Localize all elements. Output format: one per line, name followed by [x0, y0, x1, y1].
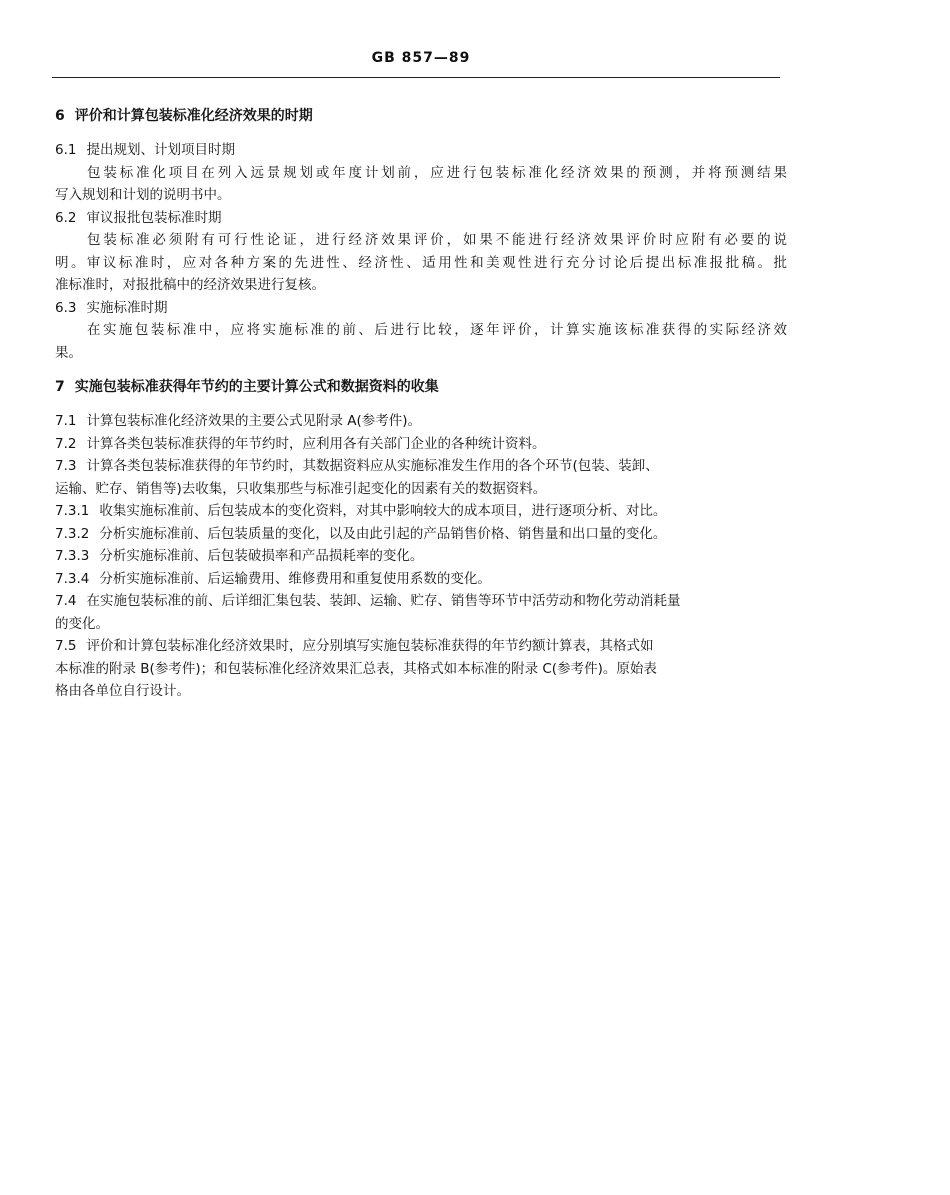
section-7-heading	[55, 376, 787, 398]
clause-7-3-3	[55, 545, 787, 568]
clause-7-3-1	[55, 500, 787, 523]
clause-number: 7.3.1	[55, 503, 90, 519]
clause-text: 分析实施标准前、后运输费用、维修费用和重复使用系数的变化。	[99, 570, 491, 587]
clause-7-3	[55, 455, 787, 478]
clause-text: 计算各类包装标准获得的年节约时，其数据资料应从实施标准发生作用的各个环节(包装、装卸、	[86, 458, 659, 474]
clause-6-2-heading	[55, 207, 787, 230]
clause-7-2	[55, 433, 787, 456]
paragraph-line: 果。	[55, 344, 82, 361]
clause-number: 6.1	[55, 142, 77, 158]
clause-text: 分析实施标准前、后包装质量的变化，以及由此引起的产品销售价格、销售量和出口量的变化。	[99, 525, 667, 542]
clause-6-3-heading	[55, 297, 787, 320]
clause-7-4	[55, 590, 787, 613]
clause-number: 7.5	[55, 638, 77, 654]
clause-number: 7.4	[55, 593, 77, 609]
clause-number: 7.1	[55, 413, 77, 429]
clause-text: 计算各类包装标准获得的年节约时，应利用各有关部门企业的各种统计资料。	[86, 435, 546, 452]
paragraph-line: 运输、贮存、销售等)去收集，只收集那些与标准引起变化的因素有关的数据资料。	[55, 480, 547, 497]
clause-number: 6.3	[55, 299, 77, 316]
paragraph-line: 写入规划和计划的说明书中。	[55, 187, 231, 203]
clause-text: 收集实施标准前、后包装成本的变化资料，对其中影响较大的成本项目，进行逐项分析、对比。	[99, 503, 667, 519]
clause-number: 7.2	[55, 435, 77, 452]
clause-text: 分析实施标准前、后包装破损率和产品损耗率的变化。	[99, 548, 424, 564]
clause-7-3-2	[55, 523, 787, 546]
document-body	[55, 105, 787, 703]
section-number: 7	[55, 379, 65, 395]
paragraph-line: 明。审议标准时，应对各种方案的先进性、经济性、适用性和美观性进行充分讨论后提出标准报批稿。批	[55, 254, 787, 271]
standard-code-header: GB 857—89	[371, 50, 471, 66]
paragraph-line: 格由各单位自行设计。	[55, 683, 190, 699]
section-number: 6	[55, 108, 65, 124]
clause-number: 7.3.4	[55, 570, 90, 587]
clause-text: 计算包装标准化经济效果的主要公式见附录 A(参考件)。	[86, 413, 422, 429]
clause-number: 7.3	[55, 458, 77, 474]
paragraph-line: 在实施包装标准中，应将实施标准的前、后进行比较，逐年评价，计算实施该标准获得的实际经济效	[87, 322, 787, 338]
clause-number: 7.3.2	[55, 525, 90, 542]
paragraph-line: 准标准时，对报批稿中的经济效果进行复核。	[55, 277, 325, 293]
section-title: 实施包装标准获得年节约的主要计算公式和数据资料的收集	[74, 379, 439, 395]
clause-number: 6.2	[55, 209, 77, 226]
paragraph-line: 包装标准必须附有可行性论证，进行经济效果评价，如果不能进行经济效果评价时应附有必要的说	[87, 232, 787, 248]
clause-title: 提出规划、计划项目时期	[86, 142, 235, 158]
clause-number: 7.3.3	[55, 548, 90, 564]
clause-6-1-heading	[55, 139, 787, 162]
clause-text: 在实施包装标准的前、后详细汇集包装、装卸、运输、贮存、销售等环节中活劳动和物化劳动消耗量	[86, 593, 681, 609]
clause-7-5	[55, 635, 787, 658]
clause-7-1	[55, 410, 787, 433]
clause-text: 评价和计算包装标准化经济效果时，应分别填写实施包装标准获得的年节约额计算表，其格式如	[86, 638, 654, 654]
clause-7-3-4	[55, 568, 787, 591]
clause-title: 审议报批包装标准时期	[86, 209, 222, 226]
header-rule	[52, 77, 780, 78]
paragraph-line: 的变化。	[55, 615, 109, 632]
paragraph-line: 本标准的附录 B(参考件)；和包装标准化经济效果汇总表，其格式如本标准的附录 C(参考件)。原始表	[55, 660, 657, 677]
paragraph-line: 包装标准化项目在列入远景规划或年度计划前，应进行包装标准化经济效果的预测，并将预测结果	[87, 164, 787, 181]
section-title: 评价和计算包装标准化经济效果的时期	[74, 108, 313, 124]
clause-title: 实施标准时期	[86, 299, 168, 316]
section-6-heading	[55, 105, 787, 127]
